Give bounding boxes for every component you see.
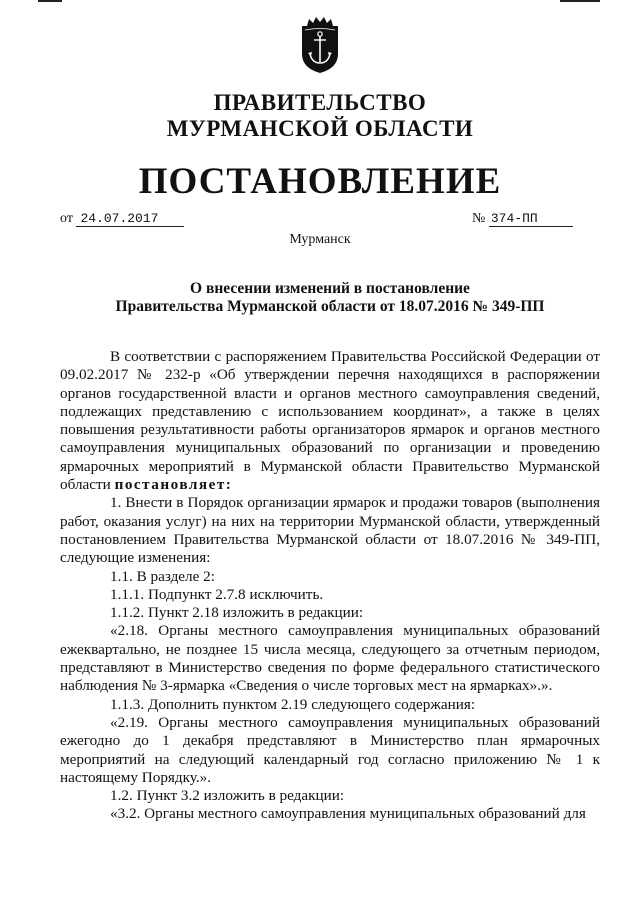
preamble-text: В соответствии с распоряжением Правительства Российской Федерации от 09.02.2017 № 232-р «Об утверждении перечня находящихся в распоряжении органов государственной власти и органов местного самоуправления сведений, подлежащих представлению с использованием координат», а также в целях повышения результативности работы организаторов ярмарок и органов местного самоуправления муниципальных образований по организации и проведению ярмарочных мероприятий в Мурманской области Правительство Мурманской области <box>60 348 600 494</box>
scan-mark-right <box>560 0 600 2</box>
document-number <box>472 211 573 227</box>
organization-name-line-2: МУРМАНСКОЙ ОБЛАСТИ <box>166 116 474 141</box>
paragraph-1-1-2: 1.1.2. Пункт 2.18 изложить в редакции: <box>110 604 364 622</box>
paragraph-1-1-1: 1.1.1. Подпункт 2.7.8 исключить. <box>110 585 324 603</box>
city: Мурманск <box>289 232 351 247</box>
murmansk-coat-of-arms-icon <box>299 16 341 74</box>
title-line-2: Правительства Мурманской области от 18.07.2016 № 349-ПП <box>115 298 545 315</box>
paragraph-3-2: «3.2. Органы местного самоуправления муниципальных образований для <box>110 805 586 823</box>
paragraph-1-1-3: 1.1.3. Дополнить пунктом 2.19 следующего содержания: <box>110 695 476 713</box>
paragraph-preamble <box>60 348 600 494</box>
document-body <box>60 348 600 824</box>
date-value: 24.07.2017 <box>76 211 184 227</box>
organization-name-line-1: ПРАВИТЕЛЬСТВО <box>213 90 427 115</box>
paragraph-2-18: «2.18. Органы местного самоуправления муниципальных образований ежеквартально, не позднее 15 числа месяца, следующего за отчетным периодом, представляют в Министерство сведения по форме федерального статистического наблюдения № 3-ярмарка «Сведения о числе торговых мест на ярмарках».». <box>60 622 600 695</box>
resolves-word: постановляет: <box>114 476 233 494</box>
paragraph-1-2: 1.2. Пункт 3.2 изложить в редакции: <box>110 787 345 805</box>
number-prefix: № <box>472 211 486 226</box>
document-title <box>60 280 600 316</box>
scan-mark-left <box>38 0 62 2</box>
document-date <box>60 211 184 227</box>
paragraph-1-1: 1.1. В разделе 2: <box>110 567 215 585</box>
paragraph-1: 1. Внести в Порядок организации ярмарок и продажи товаров (выполнения работ, оказания услуг) на них на территории Мурманской области, утвержденный постановлением Правительства Мурманской области от 18.07.2016 № 349-ПП, следующие изменения: <box>60 494 600 567</box>
date-prefix: от <box>60 211 73 226</box>
number-value: 374-ПП <box>489 211 573 227</box>
paragraph-2-19: «2.19. Органы местного самоуправления муниципальных образований ежегодно до 1 декабря представляют в Министерство план ярмарочных мероприятий на следующий календарный год согласно приложению № 1 к настоящему Порядку.». <box>60 713 600 786</box>
title-line-1: О внесении изменений в постановление <box>190 280 470 297</box>
document-type: ПОСТАНОВЛЕНИЕ <box>138 161 502 202</box>
